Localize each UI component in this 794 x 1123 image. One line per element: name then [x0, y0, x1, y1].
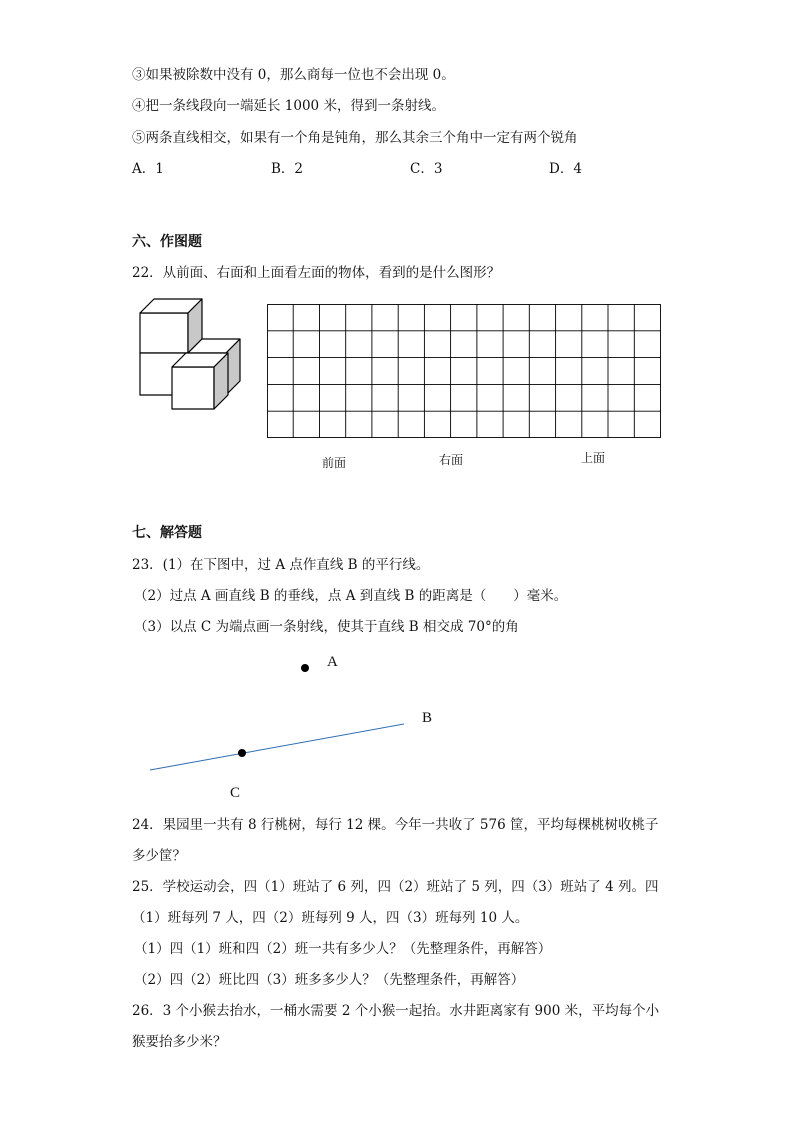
section-7-title: 七、解答题	[132, 525, 202, 541]
point-a	[301, 664, 309, 672]
question-23-part-1: 23．(1）在下图中，过 A 点作直线 B 的平行线。	[132, 557, 430, 573]
option-d: D．4	[549, 161, 582, 177]
line-b	[150, 724, 404, 770]
option-a: A．1	[132, 161, 164, 177]
question-24-line-2: 多少筐？	[132, 848, 186, 864]
question-25-line-1: 25．学校运动会，四（1）班站了 6 列，四（2）班站了 5 列，四（3）班站了 4 列。四	[132, 879, 659, 895]
statement-5: ⑤两条直线相交，如果有一个角是钝角，那么其余三个角中一定有两个锐角	[132, 130, 578, 146]
label-right: 右面	[439, 453, 464, 467]
question-22: 22．从前面、右面和上面看左面的物体，看到的是什么图形？	[132, 265, 501, 281]
question-23-part-3: （3）以点 C 为端点画一条射线，使其于直线 B 相交成 70°的角	[134, 619, 519, 635]
question-25-part-2: （2）四（2）班比四（3）班多多少人？（先整理条件，再解答）	[134, 972, 525, 988]
point-c	[238, 749, 246, 757]
point-b-label: B	[422, 710, 433, 726]
statement-3: ③如果被除数中没有 0，那么商每一位也不会出现 0。	[132, 67, 455, 83]
label-front: 前面	[322, 456, 347, 470]
point-a-label: A	[327, 654, 338, 670]
point-c-label: C	[230, 785, 241, 801]
statement-4: ④把一条线段向一端延长 1000 米，得到一条射线。	[132, 98, 445, 114]
question-23-part-2: （2）过点 A 画直线 B 的垂线，点 A 到直线 B 的距离是（ ）毫米。	[134, 588, 568, 604]
question-26-line-1: 26．3 个小猴去抬水，一桶水需要 2 个小猴一起抬。水井距离家有 900 米，平均每个小	[132, 1003, 660, 1019]
option-b: B．2	[271, 161, 304, 177]
question-26-line-2: 猴要抬多少米？	[132, 1034, 227, 1050]
question-25-part-1: （1）四（1）班和四（2）班一共有多少人？（先整理条件，再解答）	[134, 941, 552, 957]
label-top: 上面	[581, 451, 606, 465]
question-25-line-2: （1）班每列 7 人，四（2）班每列 9 人，四（3）班每列 10 人。	[132, 910, 529, 926]
question-24-line-1: 24．果园里一共有 8 行桃树，每行 12 棵。今年一共收了 576 筐，平均每棵桃树收桃子	[132, 817, 659, 833]
option-c: C．3	[410, 161, 443, 177]
section-6-title: 六、作图题	[132, 234, 202, 250]
